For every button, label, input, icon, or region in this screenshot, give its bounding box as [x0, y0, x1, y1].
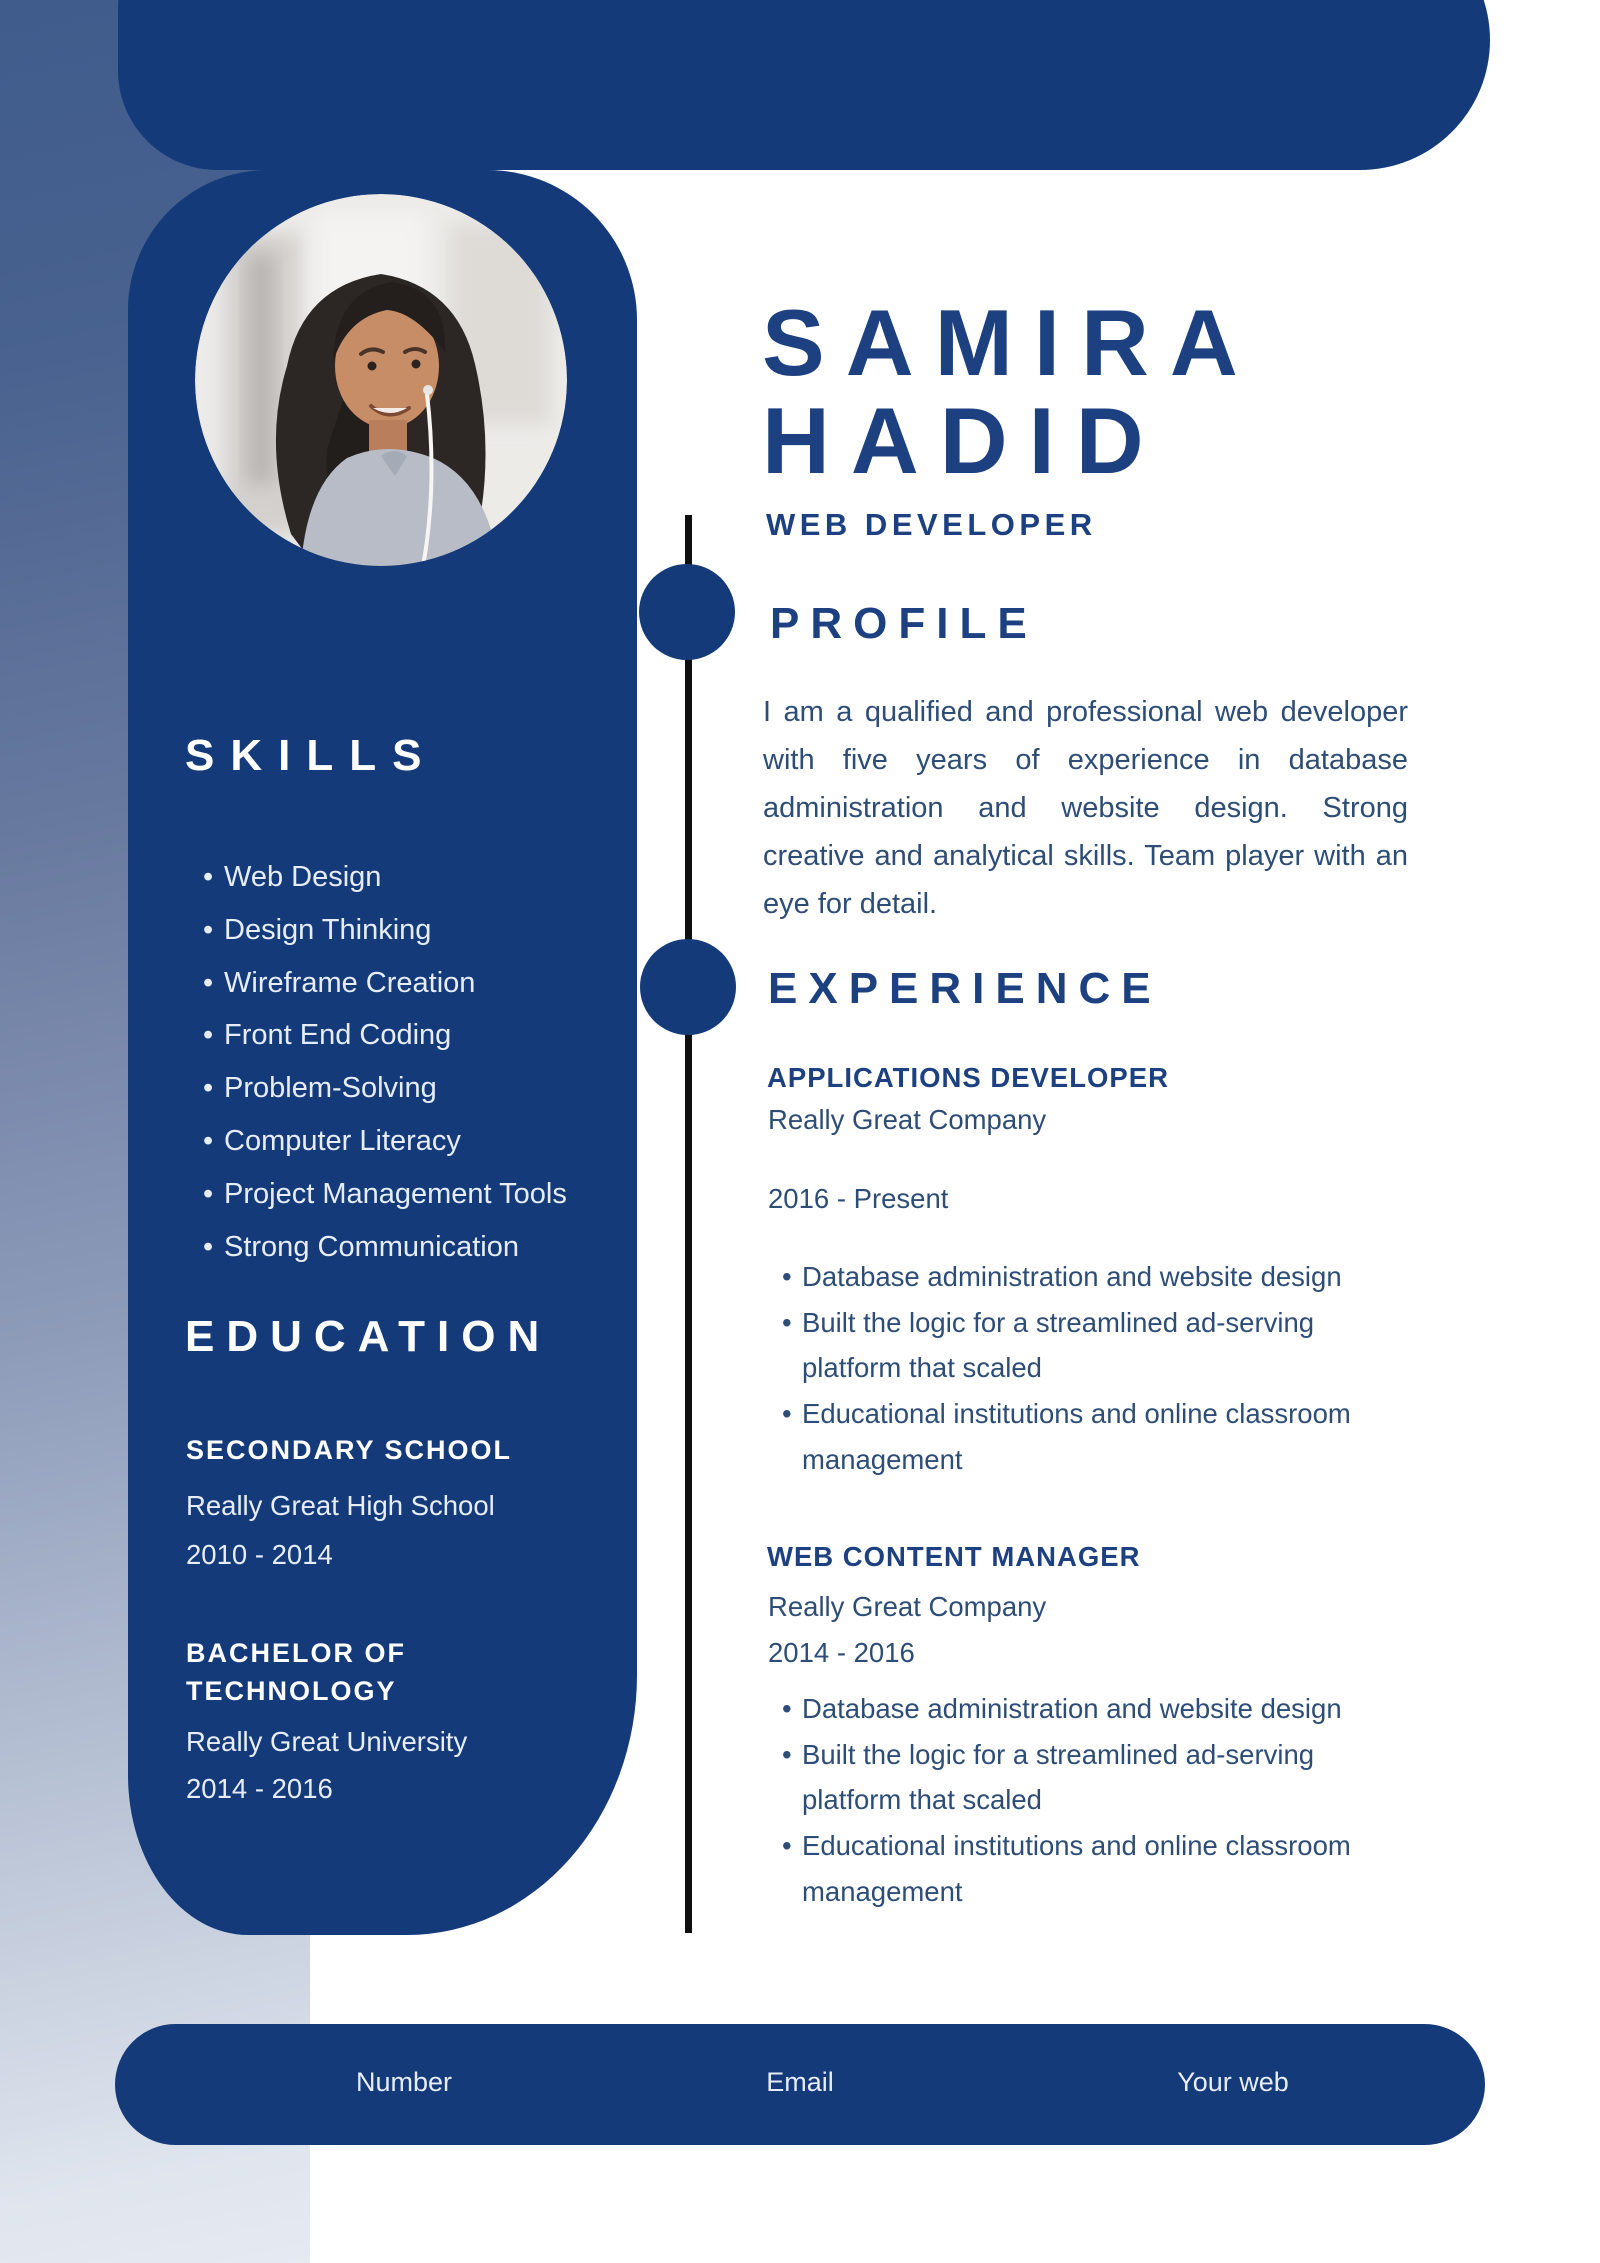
- portrait-photo: [195, 194, 567, 566]
- skill-item: • Problem-Solving: [203, 1062, 623, 1115]
- skill-item: • Computer Literacy: [203, 1115, 623, 1168]
- job-bullet-list-2: [781, 1686, 1421, 1915]
- job-bullet: • Database administration and website design: [781, 1254, 1421, 1300]
- job-bullet: • Educational institutions and online classroom management: [781, 1391, 1421, 1482]
- profile-photo: [195, 194, 567, 566]
- contact-website-label: Your web: [1177, 2067, 1289, 2097]
- job-company-2: Really Great Company: [768, 1591, 1047, 1622]
- education-degree-1: SECONDARY SCHOOL: [186, 1435, 513, 1465]
- experience-heading: EXPERIENCE: [768, 964, 1162, 1013]
- name-line-1: SAMIRA: [762, 290, 1259, 395]
- job-title-1: APPLICATIONS DEVELOPER: [767, 1062, 1169, 1093]
- job-bullet: • Built the logic for a streamlined ad-serving platform that scaled: [781, 1732, 1421, 1823]
- education-heading: EDUCATION: [185, 1312, 552, 1361]
- skill-item: • Strong Communication: [203, 1221, 623, 1274]
- skill-item: • Project Management Tools: [203, 1168, 623, 1221]
- top-ribbon-shape: [118, 0, 1490, 170]
- skills-list: [203, 851, 623, 1273]
- job-period-2: 2014 - 2016: [768, 1637, 915, 1668]
- job-bullet-list-1: [781, 1254, 1421, 1483]
- skills-heading: SKILLS: [185, 731, 438, 780]
- name-line-2: HADID: [762, 388, 1165, 493]
- person-job-title: WEB DEVELOPER: [766, 507, 1097, 542]
- timeline-dot-profile: [639, 564, 735, 660]
- job-company-1: Really Great Company: [768, 1104, 1047, 1135]
- education-school-2: Really Great University: [186, 1726, 468, 1757]
- job-title-2: WEB CONTENT MANAGER: [767, 1541, 1141, 1572]
- profile-heading: PROFILE: [770, 599, 1038, 648]
- person-name: [762, 290, 1259, 493]
- contact-email-label: Email: [766, 2067, 834, 2097]
- education-school-1: Really Great High School: [186, 1490, 495, 1521]
- job-bullet: • Built the logic for a streamlined ad-serving platform that scaled: [781, 1300, 1421, 1391]
- education-degree-2: BACHELOR OF TECHNOLOGY: [186, 1638, 406, 1706]
- skill-item: • Design Thinking: [203, 904, 623, 957]
- profile-summary: I am a qualified and professional web developer with five years of experience in database administration and website design. Strong creative and analytical skills. Team player with an eye for detail.: [763, 696, 1408, 920]
- skill-item: • Wireframe Creation: [203, 957, 623, 1010]
- skill-item: • Web Design: [203, 851, 623, 904]
- job-bullet: • Educational institutions and online classroom management: [781, 1823, 1421, 1914]
- timeline-dot-experience: [640, 939, 736, 1035]
- timeline-line: [685, 515, 692, 1933]
- education-years-1: 2010 - 2014: [186, 1539, 333, 1570]
- job-bullet: • Database administration and website design: [781, 1686, 1421, 1732]
- education-years-2: 2014 - 2016: [186, 1773, 333, 1804]
- skill-item: • Front End Coding: [203, 1009, 623, 1062]
- contact-number-label: Number: [355, 2067, 453, 2097]
- job-period-1: 2016 - Present: [768, 1183, 949, 1214]
